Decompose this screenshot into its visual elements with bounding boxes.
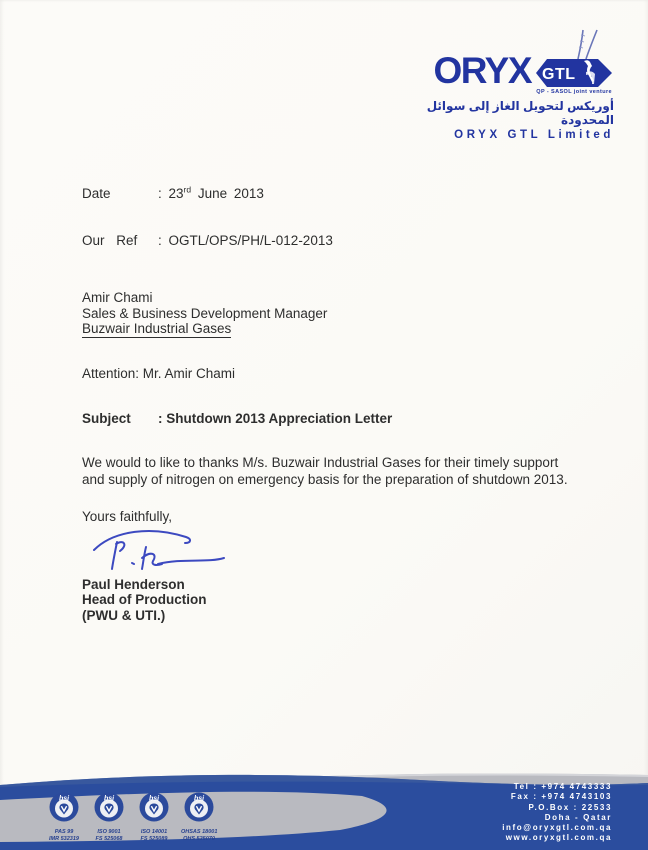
contact-website: www.oryxgtl.com.qa [505, 833, 612, 843]
recipient-company: Buzwair Industrial Gases [82, 321, 231, 338]
signer-title: Head of Production [82, 592, 207, 608]
badge-cert-number: IMR 532319 [49, 835, 79, 842]
date-ordinal-suffix: rd [183, 184, 192, 195]
signer-department: (PWU & UTI.) [82, 607, 166, 623]
bsi-badge-iso9001 [91, 790, 127, 842]
bsi-badge-icon [138, 790, 170, 822]
certification-badges [46, 790, 217, 842]
subject-row [82, 411, 392, 426]
oryx-wordmark: ORYX [433, 49, 531, 91]
bsi-badge-ohsas18001 [181, 790, 217, 842]
oryx-gtl-logo [414, 28, 614, 91]
letterhead [414, 28, 614, 141]
footer [0, 770, 648, 850]
reference-label: Our Ref [82, 233, 138, 248]
bsi-badge-iso14001 [136, 790, 172, 842]
company-name-arabic: أوريكس لتحويل الغاز إلى سوائل المحدودة [426, 99, 614, 127]
contact-tel: Tel : +974 4743333 [513, 782, 612, 791]
gtl-badge-label: GTL [542, 66, 576, 83]
date-value [158, 186, 264, 201]
signer-name: Paul Henderson [82, 577, 185, 592]
gtl-badge-icon [534, 28, 614, 88]
badge-standard-label: ISO 9001 [97, 829, 121, 835]
bsi-badge-icon [93, 790, 125, 822]
bsi-badge-icon [183, 790, 215, 822]
attention-line: Attention: Mr. Amir Chami [82, 366, 236, 381]
bsi-logo-text: bsi [193, 795, 205, 803]
brand-tagline: QP - SASOL joint venture [536, 89, 612, 95]
bsi-logo-text: bsi [103, 795, 115, 803]
reference-row [82, 233, 333, 248]
badge-standard-label: OHSAS 18001 [181, 829, 218, 835]
date-day: 23 [168, 186, 184, 201]
contact-fax: Fax : +974 4743103 [510, 792, 612, 802]
badge-cert-number: FS 525089 [140, 835, 168, 842]
badge-cert-number: OHS 525070 [183, 835, 215, 842]
contact-city: Doha - Qatar [544, 812, 612, 822]
contact-block [502, 782, 612, 844]
contact-pobox: P.O.Box : 22533 [528, 802, 612, 812]
date-month-year: June 2013 [191, 186, 264, 201]
bsi-badge-icon [48, 790, 80, 822]
bsi-logo-text: bsi [58, 795, 70, 803]
signature-image [86, 522, 236, 574]
bsi-logo-text: bsi [148, 795, 160, 803]
date-label: Date [82, 186, 111, 201]
badge-cert-number: FS 525068 [95, 835, 123, 842]
date-separator: : [158, 186, 169, 201]
recipient-title: Sales & Business Development Manager [82, 305, 328, 321]
bsi-badge-pas99 [46, 790, 82, 842]
company-name-english: ORYX GTL Limited [454, 129, 614, 141]
reference-value [158, 233, 333, 248]
badge-standard-label: PAS 99 [54, 829, 74, 835]
date-row [82, 186, 264, 201]
subject-text: Shutdown 2013 Appreciation Letter [166, 411, 393, 426]
oryx-horns-icon [578, 30, 597, 59]
contact-email: info@oryxgtl.com.qa [502, 823, 612, 833]
signer-block [82, 577, 207, 623]
closing-line: Yours faithfully, [82, 509, 173, 524]
recipient-name: Amir Chami [82, 290, 153, 305]
recipient-block [82, 290, 327, 338]
reference-separator: : [158, 233, 169, 248]
reference-number: OGTL/OPS/PH/L-012-2013 [168, 233, 333, 248]
subject-label: Subject [82, 411, 131, 426]
subject-separator: : [158, 411, 167, 426]
subject-value [158, 411, 392, 426]
badge-standard-label: ISO 14001 [140, 829, 168, 835]
body-paragraph: We would to like to thanks M/s. Buzwair Industrial Gases for their timely support and supply of nitrogen on emergency basis for the preparation of shutdown 2013. [82, 455, 568, 487]
